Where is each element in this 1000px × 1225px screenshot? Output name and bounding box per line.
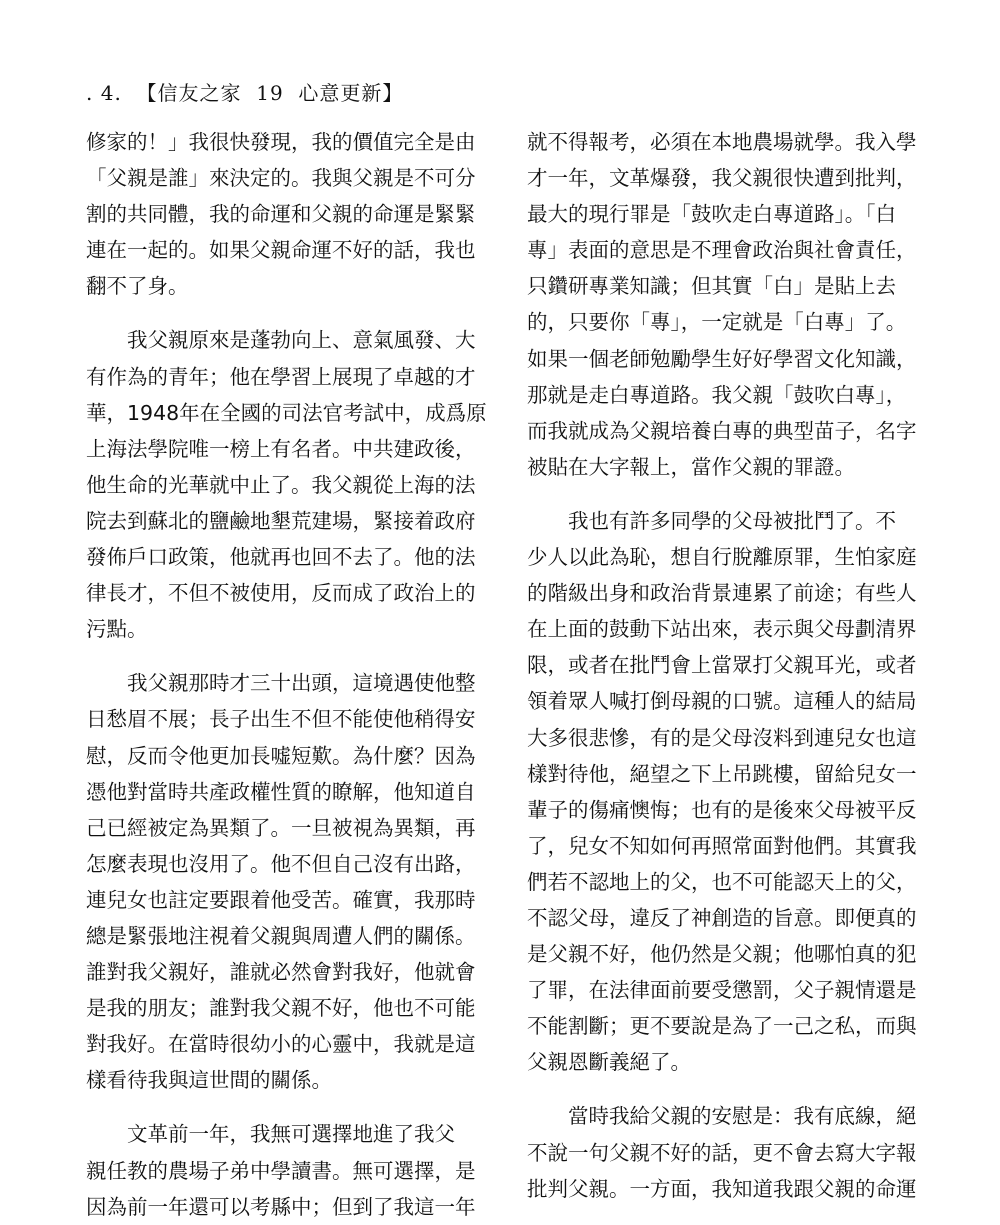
text-line: 們若不認地上的父，也不可能認天上的父， (527, 869, 917, 894)
text-line: 因為前一年還可以考縣中；但到了我這一年 (86, 1194, 476, 1219)
paragraph (86, 665, 486, 1098)
text-line: 只鑽研專業知識；但其實「白」是貼上去 (527, 274, 896, 299)
text-line: 有作為的青年；他在學習上展現了卓越的才 (86, 364, 476, 389)
page-header: . 4. 【信友之家 19 心意更新】 (86, 81, 404, 105)
text-line: 總是緊張地注視着父親與周遭人們的關係。 (86, 923, 476, 948)
text-line: 他生命的光華就中止了。我父親從上海的法 (86, 472, 476, 497)
text-line: 污點。 (86, 617, 148, 642)
text-line: 慰，反而令他更加長嘘短歎。為什麼？因為 (86, 743, 476, 768)
paragraph-gap (527, 1080, 927, 1098)
text-line: 是我的朋友；誰對我父親不好，他也不可能 (86, 996, 476, 1021)
text-line: 修家的！」我很快發現，我的價值完全是由 (86, 130, 476, 154)
text-line: 專」表面的意思是不理會政治與社會責任， (527, 238, 917, 263)
paragraph (527, 503, 927, 1081)
text-line: 文革前一年，我無可選擇地進了我父 (86, 1122, 455, 1147)
text-line: 而我就成為父親培養白專的典型苗子，名字 (527, 418, 917, 443)
text-line: 連兒女也註定要跟着他受苦。確實，我那時 (86, 887, 476, 912)
text-line: 輩子的傷痛懊悔；也有的是後來父母被平反 (527, 797, 917, 822)
text-line: 華，1948年在全國的司法官考試中，成爲原 (86, 400, 487, 425)
text-line: 不認父母，違反了神創造的旨意。即便真的 (527, 905, 917, 930)
text-line: 樣看待我與這世間的關係。 (86, 1068, 332, 1093)
text-line: 己已經被定為異類了。一旦被視為異類，再 (86, 815, 476, 840)
text-line: 限，或者在批鬥會上當眾打父親耳光，或者 (527, 653, 917, 678)
text-line: 領着眾人喊打倒母親的口號。這種人的結局 (527, 689, 917, 714)
text-line: 連在一起的。如果父親命運不好的話，我也 (86, 238, 476, 263)
paragraph (527, 1098, 927, 1206)
text-line: 我父親原來是蓬勃向上、意氣風發、大 (86, 328, 476, 353)
paragraph (86, 322, 486, 647)
text-line: 院去到蘇北的鹽鹼地墾荒建場，緊接着政府 (86, 508, 476, 533)
right-column (527, 124, 927, 1207)
text-line: 我也有許多同學的父母被批鬥了。不 (527, 508, 896, 533)
text-line: 發佈戶口政策，他就再也回不去了。他的法 (86, 545, 476, 570)
text-line: 誰對我父親好，誰就必然會對我好，他就會 (86, 960, 476, 985)
text-line: 如果一個老師勉勵學生好好學習文化知識， (527, 346, 917, 371)
paragraph (86, 124, 486, 304)
text-line: 那就是走白專道路。我父親「鼓吹白專」， (527, 382, 907, 407)
text-line: 律長才，不但不被使用，反而成了政治上的 (86, 581, 476, 606)
paragraph-gap (86, 647, 486, 665)
text-line: 被貼在大字報上，當作父親的罪證。 (527, 454, 855, 479)
text-line: 當時我給父親的安慰是：我有底線，絕 (527, 1104, 917, 1129)
text-line: 的階級出身和政治背景連累了前途；有些人 (527, 581, 917, 606)
text-line: 就不得報考，必須在本地農場就學。我入學 (527, 130, 917, 154)
text-line: 割的共同體，我的命運和父親的命運是緊緊 (86, 202, 476, 227)
text-line: 對我好。在當時很幼小的心靈中，我就是這 (86, 1032, 476, 1057)
paragraph (527, 124, 927, 485)
text-line: 是父親不好，他仍然是父親；他哪怕真的犯 (527, 942, 917, 967)
paragraph (86, 1116, 486, 1224)
text-line: 「父親是誰」來決定的。我與父親是不可分 (86, 166, 476, 191)
text-line: 了罪，在法律面前要受懲罰，父子親情還是 (527, 978, 917, 1003)
paragraph-gap (86, 304, 486, 322)
text-line: 怎麼表現也沒用了。他不但自己沒有出路， (86, 851, 476, 876)
text-line: 親任教的農場子弟中學讀書。無可選擇，是 (86, 1158, 476, 1183)
text-line: 不能割斷；更不要說是為了一己之私，而與 (527, 1014, 917, 1039)
text-line: 日愁眉不展；長子出生不但不能使他稍得安 (86, 707, 476, 732)
text-line: 憑他對當時共產政權性質的瞭解，他知道自 (86, 779, 476, 804)
text-line: 批判父親。一方面，我知道我跟父親的命運 (527, 1176, 917, 1201)
left-column (86, 124, 486, 1225)
text-line: 的，只要你「專」，一定就是「白專」了。 (527, 310, 907, 335)
text-line: 上海法學院唯一榜上有名者。中共建政後， (86, 436, 476, 461)
text-line: 翻不了身。 (86, 274, 189, 299)
text-line: 最大的現行罪是「鼓吹走白專道路」。「白 (527, 202, 896, 227)
text-line: 大多很悲慘，有的是父母沒料到連兒女也這 (527, 725, 917, 750)
text-line: 了，兒女不知如何再照常面對他們。其實我 (527, 833, 917, 858)
text-line: 樣對待他，絕望之下上吊跳樓，留給兒女一 (527, 761, 917, 786)
paragraph-gap (527, 485, 927, 503)
text-line: 不說一句父親不好的話，更不會去寫大字報 (527, 1140, 917, 1165)
text-line: 我父親那時才三十出頭，這境遇使他整 (86, 671, 476, 696)
text-line: 父親恩斷義絕了。 (527, 1050, 691, 1075)
text-line: 少人以此為恥，想自行脫離原罪，生怕家庭 (527, 545, 917, 570)
text-line: 在上面的鼓動下站出來，表示與父母劃清界 (527, 617, 917, 642)
text-line: 才一年，文革爆發，我父親很快遭到批判， (527, 166, 917, 191)
paragraph-gap (86, 1098, 486, 1116)
